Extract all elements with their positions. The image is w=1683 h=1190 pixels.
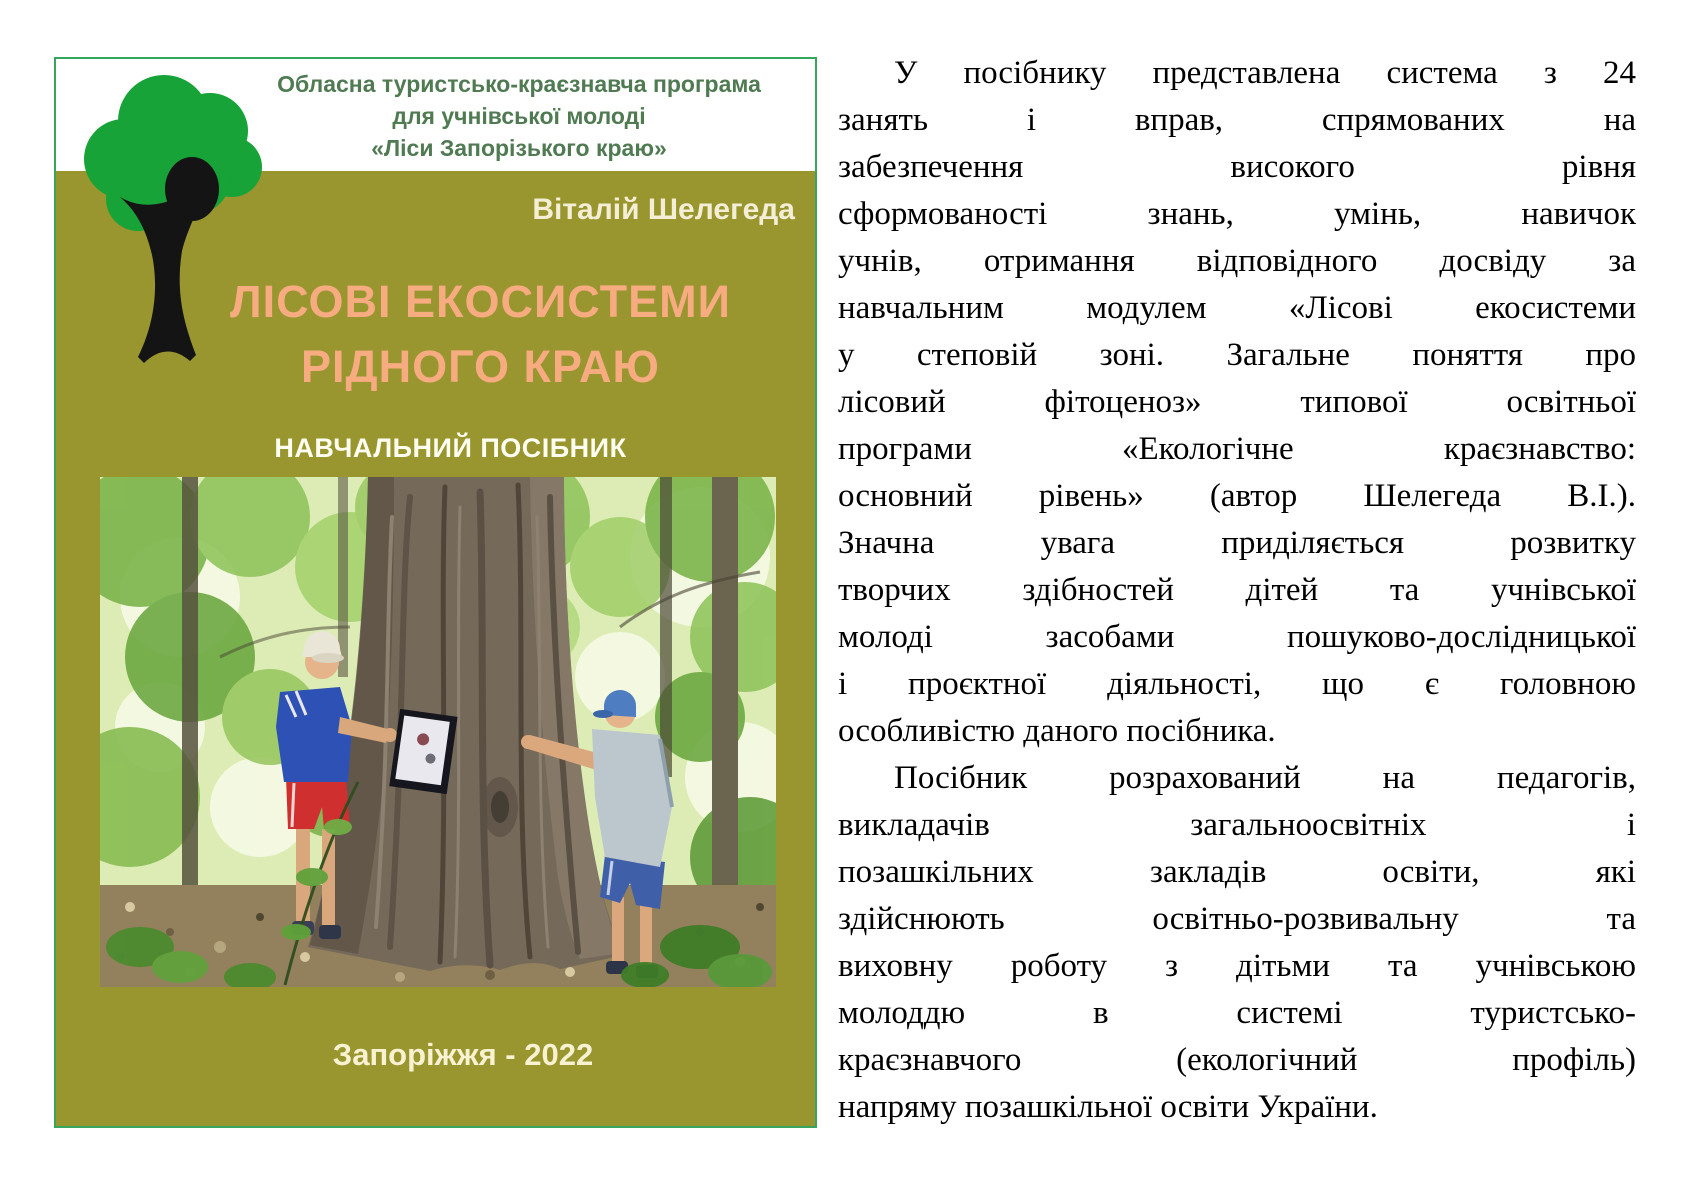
text-line: викладачів загальноосвітніх і — [838, 807, 1636, 843]
book-subtitle: НАВЧАЛЬНИЙ ПОСІБНИК — [274, 433, 627, 463]
text-line: Посібник розрахований на педагогів, — [894, 760, 1636, 796]
program-title — [231, 68, 807, 164]
text-line: сформованості знань, умінь, навичок — [838, 196, 1636, 232]
text-line: лісовий фітоценоз» типової освітньої — [838, 384, 1636, 420]
text-line: і проєктної діяльності, що є головною — [838, 666, 1636, 702]
text-line: здійснюють освітньо-розвивальну та — [838, 901, 1636, 937]
program-title-line: Обласна туристсько-краєзнавча програма — [277, 71, 761, 97]
book-title-line: ЛІСОВІ ЕКОСИСТЕМИ — [230, 276, 731, 327]
text-line: творчих здібностей дітей та учнівської — [838, 572, 1636, 608]
text-line: краєзнавчого (екологічний профіль) — [838, 1042, 1636, 1078]
text-line: учнів, отримання відповідного досвіду за — [838, 243, 1636, 279]
paragraph — [838, 755, 1636, 1131]
author-name: Віталій Шелегеда — [532, 193, 795, 226]
text-line: особливістю даного посібника. — [838, 713, 1276, 749]
paragraph — [838, 50, 1636, 755]
text-line: занять і вправ, спрямованих на — [838, 102, 1636, 138]
text-line: молоддю в системі туристсько- — [838, 995, 1636, 1031]
text-line: позашкільних закладів освіти, які — [838, 854, 1636, 890]
text-line: навчальним модулем «Лісові екосистеми — [838, 290, 1636, 326]
book-cover — [54, 57, 817, 1128]
text-line: напряму позашкільної освіти України. — [838, 1089, 1378, 1125]
text-line: виховну роботу з дітьми та учнівською — [838, 948, 1636, 984]
program-title-line: для учнівської молоді — [392, 103, 646, 129]
cover-photo — [100, 477, 776, 987]
text-line: молоді засобами пошуково-дослідницької — [838, 619, 1636, 655]
annotation-text — [838, 50, 1636, 1131]
imprint-city-year: Запоріжжя - 2022 — [332, 1037, 594, 1072]
text-line: основний рівень» (автор Шелегеда В.І.). — [838, 478, 1636, 514]
text-line: у степовій зоні. Загальне поняття про — [838, 337, 1636, 373]
text-line: забезпечення високого рівня — [838, 149, 1636, 185]
text-line: програми «Екологічне краєзнавство: — [838, 431, 1636, 467]
text-line: Значна увага приділяється розвитку — [838, 525, 1636, 561]
text-line: У посібнику представлена система з 24 — [894, 55, 1636, 91]
book-title — [146, 269, 815, 399]
program-title-line: «Ліси Запорізького краю» — [371, 135, 667, 161]
book-title-line: РІДНОГО КРАЮ — [301, 341, 660, 392]
